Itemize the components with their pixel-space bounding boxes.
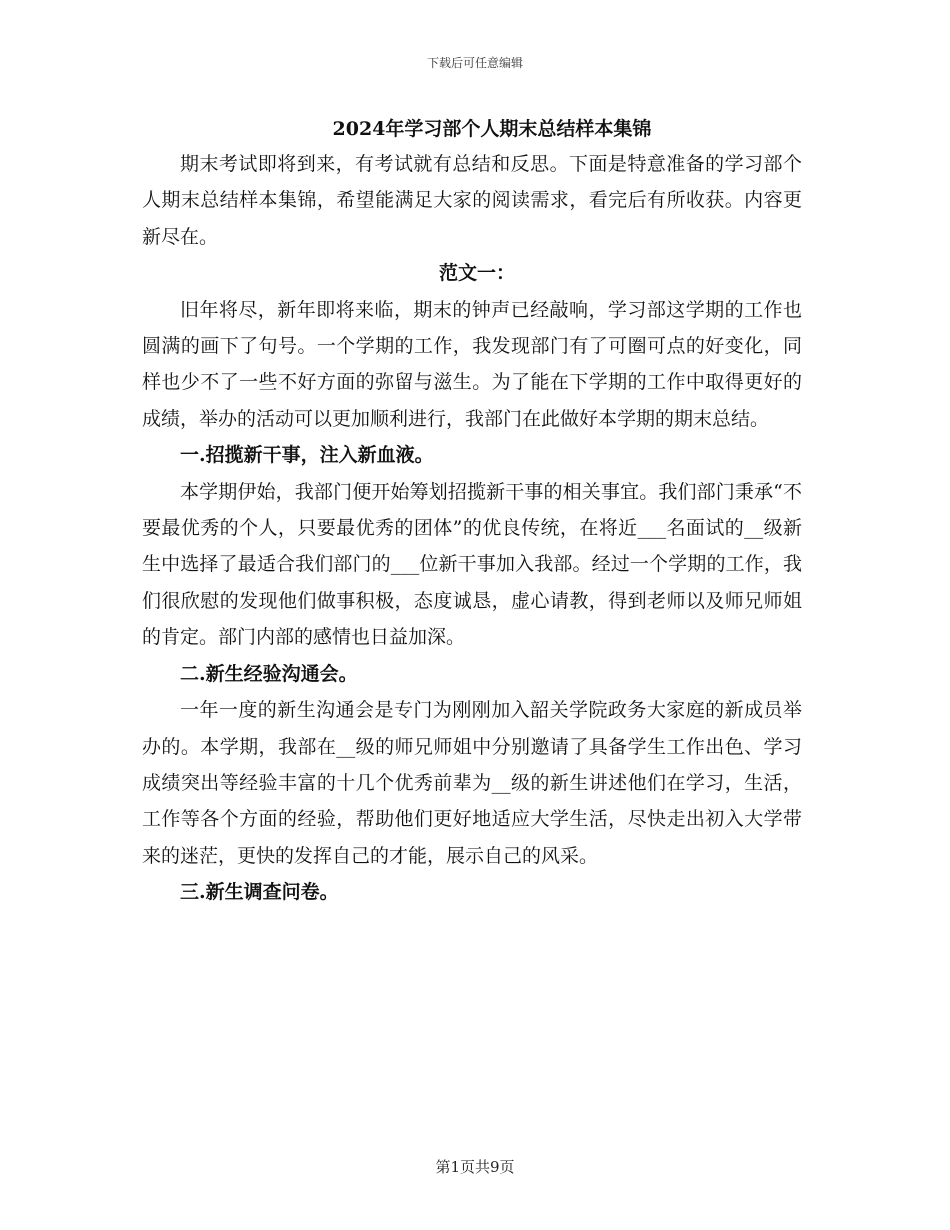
page-number-footer: 第1页共9页: [435, 1158, 515, 1176]
section-2-body: 一年一度的新生沟通会是专门为刚刚加入韶关学院政务大家庭的新成员举办的。本学期，我部在__级的师兄师姐中分别邀请了具备学生工作出色、学习成绩突出等经验丰富的十几个优秀前辈为__级的新生讲述他们在学习，生活，工作等各个方面的经验，帮助他们更好地适应大学生活，尽快走出初入大学带来的迷茫，更快的发挥自己的才能，展示自己的风采。: [142, 699, 802, 867]
document-title: 2024年学习部个人期末总结样本集锦: [332, 118, 652, 140]
sample-heading: 范文一：: [438, 262, 515, 285]
section-1-body: 本学期伊始，我部门便开始筹划招揽新干事的相关事宜。我们部门秉承“不要最优秀的个人，只要最优秀的团体”的优良传统，在将近___名面试的__级新生中选择了最适合我们部门的___位新干事加入我部。经过一个学期的工作，我们很欣慰的发现他们做事积极，态度诚恳，虚心请教，得到老师以及师兄师姐的肯定。部门内部的感情也日益加深。: [142, 480, 802, 649]
section-2-title: 二.新生经验沟通会。: [180, 662, 358, 685]
header-note: 下载后可任意编辑: [426, 56, 523, 70]
section-1-title: 一.招揽新干事，注入新血液。: [180, 444, 434, 467]
document-body: [142, 112, 802, 911]
intro-paragraph: 期末考试即将到来，有考试就有总结和反思。下面是特意准备的学习部个人期末总结样本集锦，希望能满足大家的阅读需求，看完后有所收获。内容更新尽在。: [142, 153, 802, 248]
section-3-title: 三.新生调查问卷。: [180, 881, 339, 904]
opening-paragraph: 旧年将尽，新年即将来临，期末的钟声已经敲响，学习部这学期的工作也圆满的画下了句号。一个学期的工作，我发现部门有了可圈可点的好变化，同样也少不了一些不好方面的弥留与滋生。为了能在下学期的工作中取得更好的成绩，举办的活动可以更加顺利进行，我部门在此做好本学期的期末总结。: [142, 298, 802, 430]
